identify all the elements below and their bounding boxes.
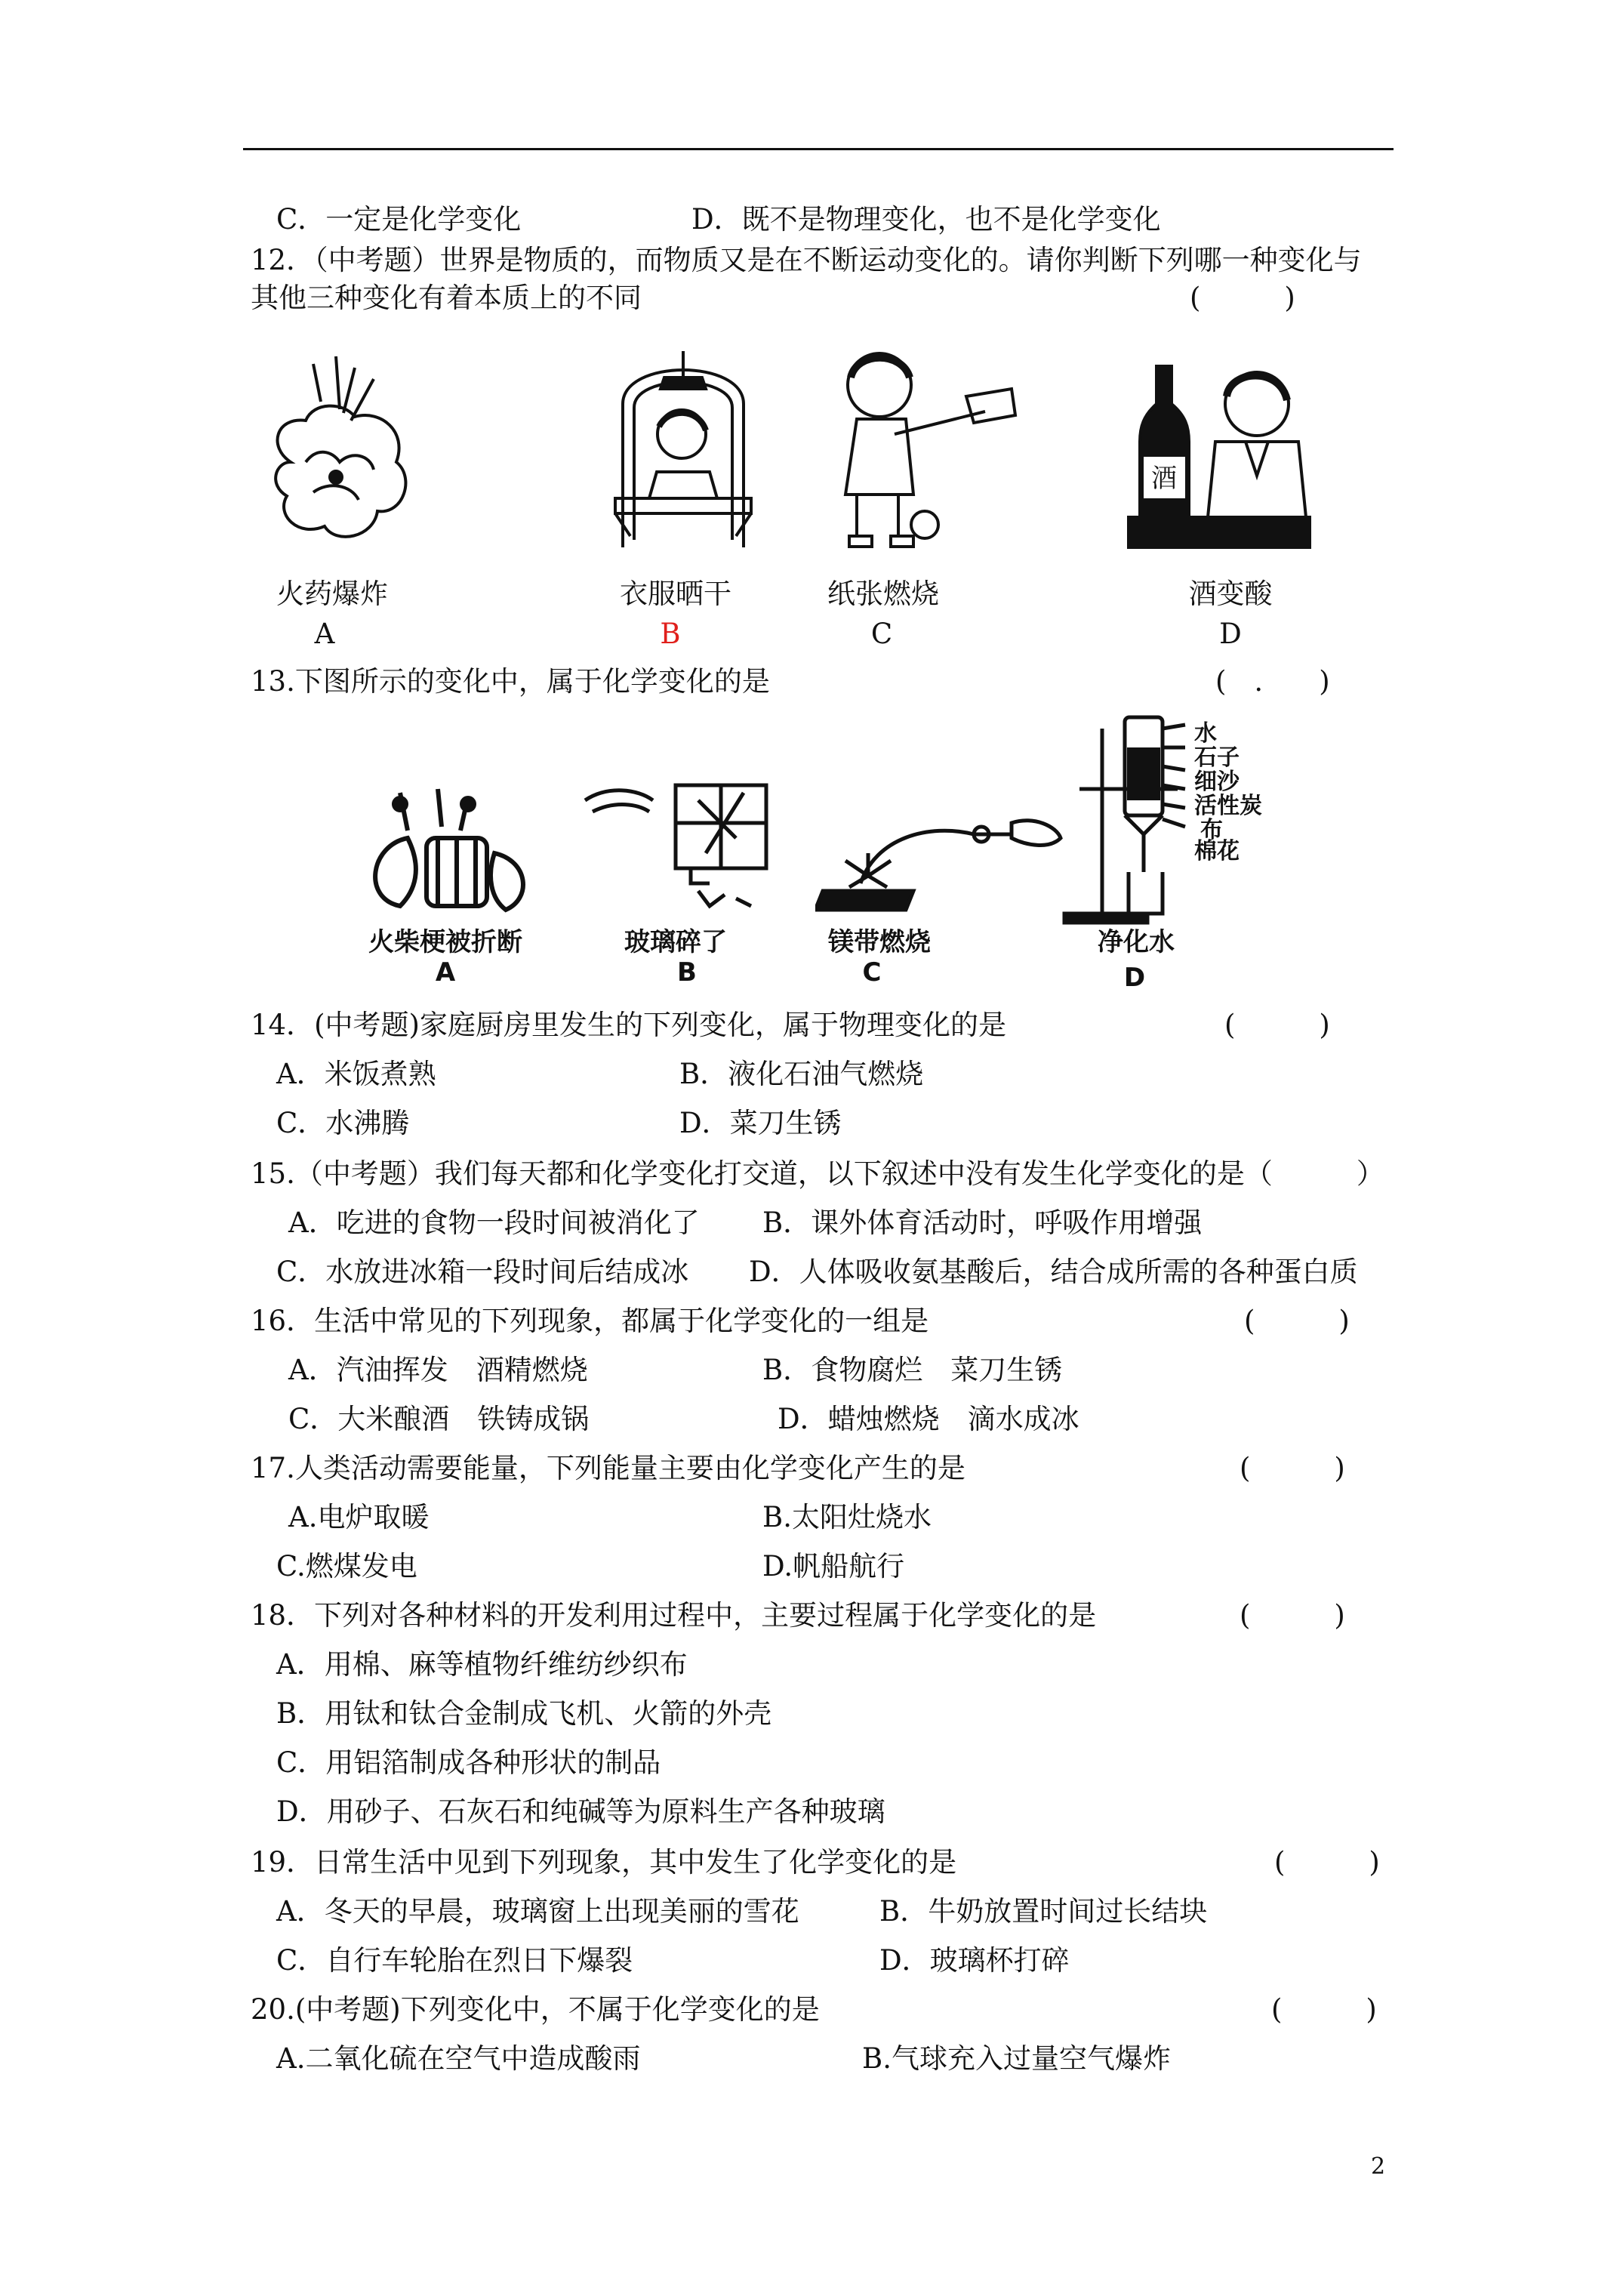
matchstick-picture (355, 785, 536, 921)
q12-letter-b: B (660, 618, 681, 650)
q11-option-d: D．既不是物理变化，也不是化学变化 (691, 203, 1161, 236)
q18-stem: 18．下列对各种材料的开发利用过程中，主要过程属于化学变化的是 (251, 1599, 1097, 1632)
q16-answer-bracket: ( ) (1244, 1305, 1350, 1337)
q17-option-d: D.帆船航行 (762, 1550, 905, 1583)
apparatus-label-carbon: 活性炭 (1194, 793, 1262, 819)
q19-option-d: D．玻璃杯打碎 (879, 1944, 1070, 1977)
q16-option-a: A．汽油挥发 酒精燃烧 (288, 1354, 588, 1386)
q13-letter-b: B (677, 957, 697, 988)
apparatus-label-water: 水 (1194, 720, 1217, 747)
apparatus-label-sand: 细沙 (1194, 769, 1240, 795)
q17-answer-bracket: ( ) (1240, 1452, 1345, 1484)
apparatus-label-cotton: 棉花 (1194, 838, 1240, 864)
q14-option-a: A．米饭煮熟 (276, 1058, 436, 1090)
q13-stem: 13.下图所示的变化中，属于化学变化的是 (251, 665, 770, 698)
q19-option-a: A．冬天的早晨，玻璃窗上出现美丽的雪花 (276, 1895, 799, 1928)
q12-caption-d: 酒变酸 (1188, 578, 1273, 610)
q20-option-b: B.气球充入过量空气爆炸 (862, 2042, 1171, 2075)
q16-stem: 16．生活中常见的下列现象，都属于化学变化的一组是 (251, 1305, 929, 1337)
q13-letter-d: D (1123, 963, 1146, 993)
q13-caption-c: 镁带燃烧 (828, 927, 931, 957)
page-number: 2 (1371, 2153, 1386, 2180)
q12-caption-b: 衣服晒干 (620, 578, 731, 610)
q13-letter-a: A (435, 957, 456, 988)
q11-option-c: C．一定是化学变化 (276, 203, 522, 236)
q16-option-b: B．食物腐烂 菜刀生锈 (762, 1354, 1063, 1386)
water-purifier-picture (1057, 713, 1306, 925)
paper-burning-picture (804, 344, 1030, 555)
q16-option-c: C．大米酿酒 铁铸成锅 (288, 1403, 590, 1435)
q18-option-c: C．用铝箔制成各种形状的制品 (276, 1746, 661, 1779)
q15-stem: 15.（中考题）我们每天都和化学变化打交道，以下叙述中没有发生化学变化的是（ ） (251, 1157, 1384, 1190)
q14-option-d: D．菜刀生锈 (679, 1107, 842, 1139)
wine-souring-picture (1125, 344, 1313, 555)
clothes-drying-picture (593, 336, 774, 555)
q18-option-a: A．用棉、麻等植物纤维纺纱织布 (276, 1648, 688, 1681)
apparatus-label-stones: 石子 (1194, 744, 1240, 771)
q17-option-b: B.太阳灶烧水 (762, 1501, 932, 1533)
q20-answer-bracket: ( ) (1271, 1993, 1377, 2026)
q15-option-b: B．课外体育活动时，呼吸作用增强 (762, 1207, 1203, 1239)
q13-letter-c: C (862, 957, 882, 988)
q14-answer-bracket: ( ) (1224, 1009, 1330, 1041)
q14-option-c: C．水沸腾 (276, 1107, 410, 1139)
q15-option-c: C．水放进冰箱一段时间后结成冰 (276, 1256, 689, 1288)
q16-option-d: D．蜡烛燃烧 滴水成冰 (778, 1403, 1079, 1435)
apparatus-label-cloth: 布 (1200, 817, 1223, 843)
magnesium-burning-picture (815, 793, 1064, 914)
q19-stem: 19．日常生活中见到下列现象，其中发生了化学变化的是 (251, 1846, 957, 1878)
wine-label-text: 酒 (1151, 464, 1177, 494)
gunpowder-explosion-picture (260, 349, 419, 553)
q17-option-c: C.燃煤发电 (276, 1550, 417, 1583)
q18-option-d: D．用砂子、石灰石和纯碱等为原料生产各种玻璃 (276, 1795, 885, 1828)
header-rule (243, 148, 1394, 150)
q12-stem-line2: 其他三种变化有着本质上的不同 (251, 282, 642, 314)
q20-stem: 20.(中考题)下列变化中，不属于化学变化的是 (251, 1993, 820, 2026)
q17-stem: 17.人类活动需要能量，下列能量主要由化学变化产生的是 (251, 1452, 965, 1484)
q12-answer-bracket: ( ) (1190, 282, 1295, 314)
q15-option-d: D．人体吸收氨基酸后，结合成所需的各种蛋白质 (749, 1256, 1358, 1288)
q12-caption-c: 纸张燃烧 (827, 578, 939, 610)
q12-letter-d: D (1219, 618, 1242, 650)
q12-letter-c: C (870, 618, 893, 650)
q12-stem-line1: 12．（中考题）世界是物质的，而物质又是在不断运动变化的。请你判断下列哪一种变化与 (251, 244, 1362, 276)
q13-answer-bracket: ( . ) (1215, 665, 1330, 698)
q17-option-a: A.电炉取暖 (288, 1501, 430, 1533)
q19-answer-bracket: ( ) (1274, 1846, 1380, 1878)
broken-glass-picture (577, 778, 774, 914)
q15-option-a: A．吃进的食物一段时间被消化了 (288, 1207, 700, 1239)
q14-stem: 14．(中考题)家庭厨房里发生的下列变化，属于物理变化的是 (251, 1009, 1006, 1041)
q13-caption-d: 净化水 (1098, 927, 1175, 957)
q19-option-c: C．自行车轮胎在烈日下爆裂 (276, 1944, 633, 1977)
q20-option-a: A.二氧化硫在空气中造成酸雨 (276, 2042, 641, 2075)
q12-letter-a: A (314, 618, 335, 650)
q13-caption-a: 火柴梗被折断 (368, 927, 522, 957)
q18-option-b: B．用钛和钛合金制成飞机、火箭的外壳 (276, 1697, 772, 1730)
q19-option-b: B．牛奶放置时间过长结块 (879, 1895, 1208, 1928)
q12-caption-a: 火药爆炸 (276, 578, 388, 610)
q18-answer-bracket: ( ) (1240, 1599, 1345, 1632)
q14-option-b: B．液化石油气燃烧 (679, 1058, 924, 1090)
q13-caption-b: 玻璃碎了 (624, 927, 727, 957)
